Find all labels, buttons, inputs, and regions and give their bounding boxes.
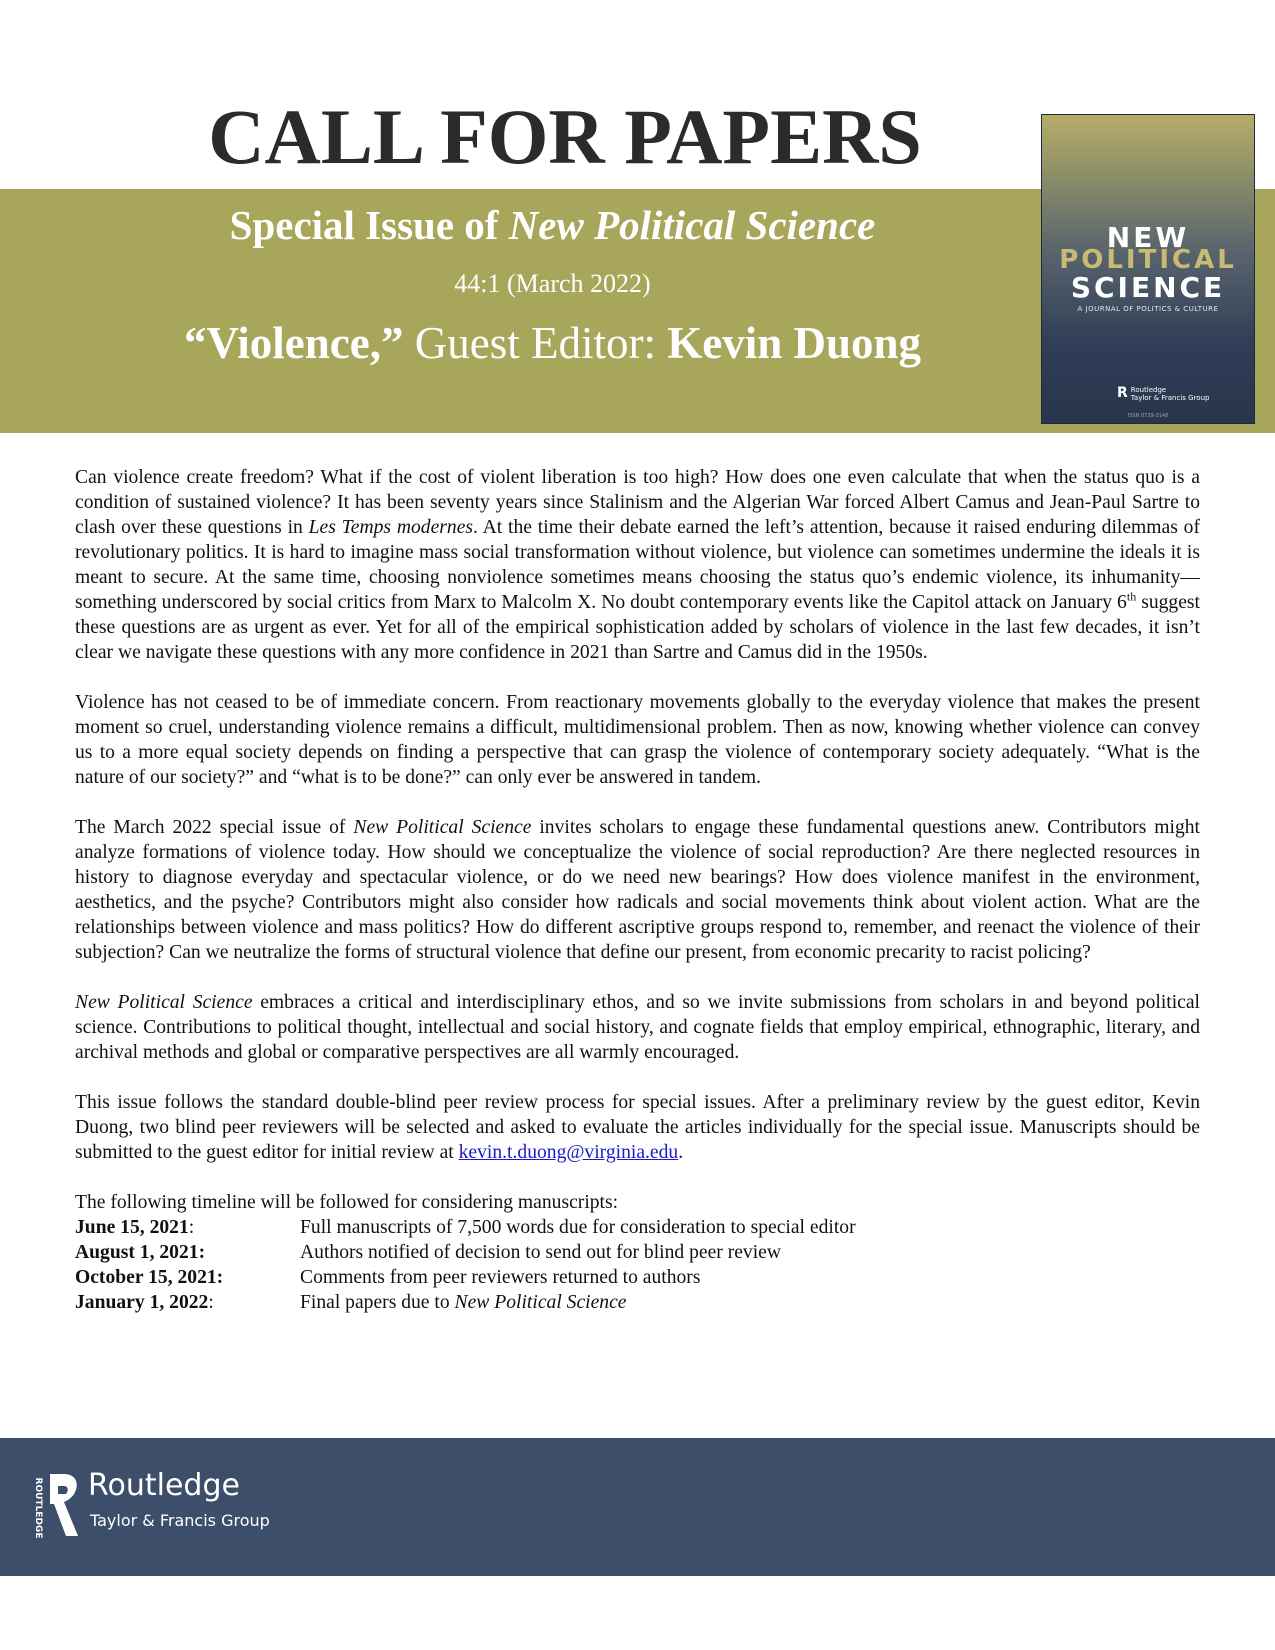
- paragraph-2: Violence has not ceased to be of immediate concern. From reactionary movements globally to the everyday violence that makes the present moment so cruel, understanding violence remains a difficult, multidimensional problem. Then as now, knowing whether violence can convey us to a more equal society depends on finding a perspective that can grasp the violence of contemporary society adequately. “What is the nature of our society?” and “what is to be done?” can only ever be answered in tandem.: [75, 692, 1200, 788]
- timeline-date: August 1, 2021:: [75, 1242, 206, 1263]
- cover-publisher-logo: R Routledge Taylor & Francis Group: [1117, 385, 1210, 402]
- timeline-desc: Comments from peer reviewers returned to authors: [300, 1267, 701, 1288]
- journal-name: New Political Science: [508, 202, 876, 248]
- issue-number: 44:1 (March 2022): [454, 269, 651, 298]
- timeline-date: January 1, 2022: [75, 1292, 209, 1313]
- footer-publisher: Routledge: [88, 1468, 240, 1503]
- paragraph-5: This issue follows the standard double-blind peer review process for special issues. After a preliminary review by the guest editor, Kevin Duong, two blind peer reviewers will be selected and asked to evaluate the articles individually for the special issue. Manuscripts should be submitted to the guest editor for initial review at kevin.t.duong@virginia.edu.: [75, 1092, 1200, 1163]
- timeline-row: [75, 1240, 1200, 1265]
- paragraph-1: Can violence create freedom? What if the cost of violent liberation is too high? How does one even calculate that when the status quo is a condition of sustained violence? It has been seventy years since Stalinism and the Algerian War forced Albert Camus and Jean-Paul Sartre to clash over these questions in Les Temps modernes. At the time their debate earned the left’s attention, because it raised enduring dilemmas of revolutionary politics. It is hard to imagine mass social transformation without violence, but violence can sometimes undermine the ideals it is meant to secure. At the same time, choosing nonviolence sometimes means choosing the status quo’s endemic violence, its inhumanity—something underscored by social critics from Marx to Malcolm X. No doubt contemporary events like the Capitol attack on January 6th suggest these questions are as urgent as ever. Yet for all of the empirical sophistication added by scholars of violence in the last few decades, it isn’t clear we navigate these questions with any more confidence in 2021 than Sartre and Camus did in the 1950s.: [75, 467, 1200, 663]
- journal-cover-image: NEW POLITICAL SCIENCE A JOURNAL OF POLITICS & CULTURE R Routledge Taylor & Francis Group ISSN 0739-3148: [1041, 114, 1255, 424]
- routledge-logo-icon: [22, 1468, 82, 1548]
- timeline-desc: Full manuscripts of 7,500 words due for consideration to special editor: [300, 1217, 856, 1238]
- timeline-intro: The following timeline will be followed for considering manuscripts:: [75, 1192, 619, 1213]
- timeline-row: January 1, 2022: Final papers due to New Political Science: [75, 1292, 627, 1313]
- timeline-date: October 15, 2021:: [75, 1267, 224, 1288]
- footer-band: [0, 1438, 1275, 1576]
- theme: “Violence,”: [183, 318, 404, 368]
- page-title: CALL FOR PAPERS: [208, 93, 922, 180]
- guest-editor-line: “Violence,” Guest Editor: Kevin Duong: [183, 318, 922, 368]
- timeline-desc: Authors notified of decision to send out for blind peer review: [300, 1242, 782, 1263]
- paragraph-4: New Political Science embraces a critical and interdisciplinary ethos, and so we invite submissions from scholars in and beyond political science. Contributions to political thought, intellectual and social history, and cognate fields that employ empirical, ethnographic, literary, and archival methods and global or comparative perspectives are all warmly encouraged.: [75, 992, 1200, 1063]
- logo-side-text: ROUTLEDGE: [33, 1477, 43, 1539]
- footer-publisher-group: Taylor & Francis Group: [90, 1511, 270, 1530]
- paragraph-3: The March 2022 special issue of New Political Science invites scholars to engage these fundamental questions anew. Contributors might analyze formations of violence today. How should we conceptualize the violence of social reproduction? Are there neglected resources in history to diagnose everyday and spectacular violence, or do we need new bearings? How does violence manifest in the environment, aesthetics, and the psyche? Contributors might also consider how radicals and social movements think about violent action. What are the relationships between violence and mass politics? How do different ascriptive groups respond to, remember, and reenact the violence of their subjection? Can we neutralize the forms of structural violence that define our present, from economic precarity to racist policing?: [75, 817, 1200, 963]
- body-text: [75, 465, 1200, 1315]
- timeline-row: June 15, 2021: Full manuscripts of 7,500 words due for consideration to special editor: [75, 1217, 856, 1238]
- timeline-desc: Final papers due to: [300, 1292, 455, 1313]
- timeline-date: June 15, 2021: [75, 1217, 189, 1238]
- timeline-table: [75, 1215, 1200, 1315]
- special-issue-line: Special Issue of New Political Science: [229, 202, 876, 248]
- editor-email-link[interactable]: kevin.t.duong@virginia.edu: [458, 1142, 679, 1163]
- guest-editor-name: Kevin Duong: [667, 318, 922, 368]
- timeline-row: [75, 1265, 1200, 1290]
